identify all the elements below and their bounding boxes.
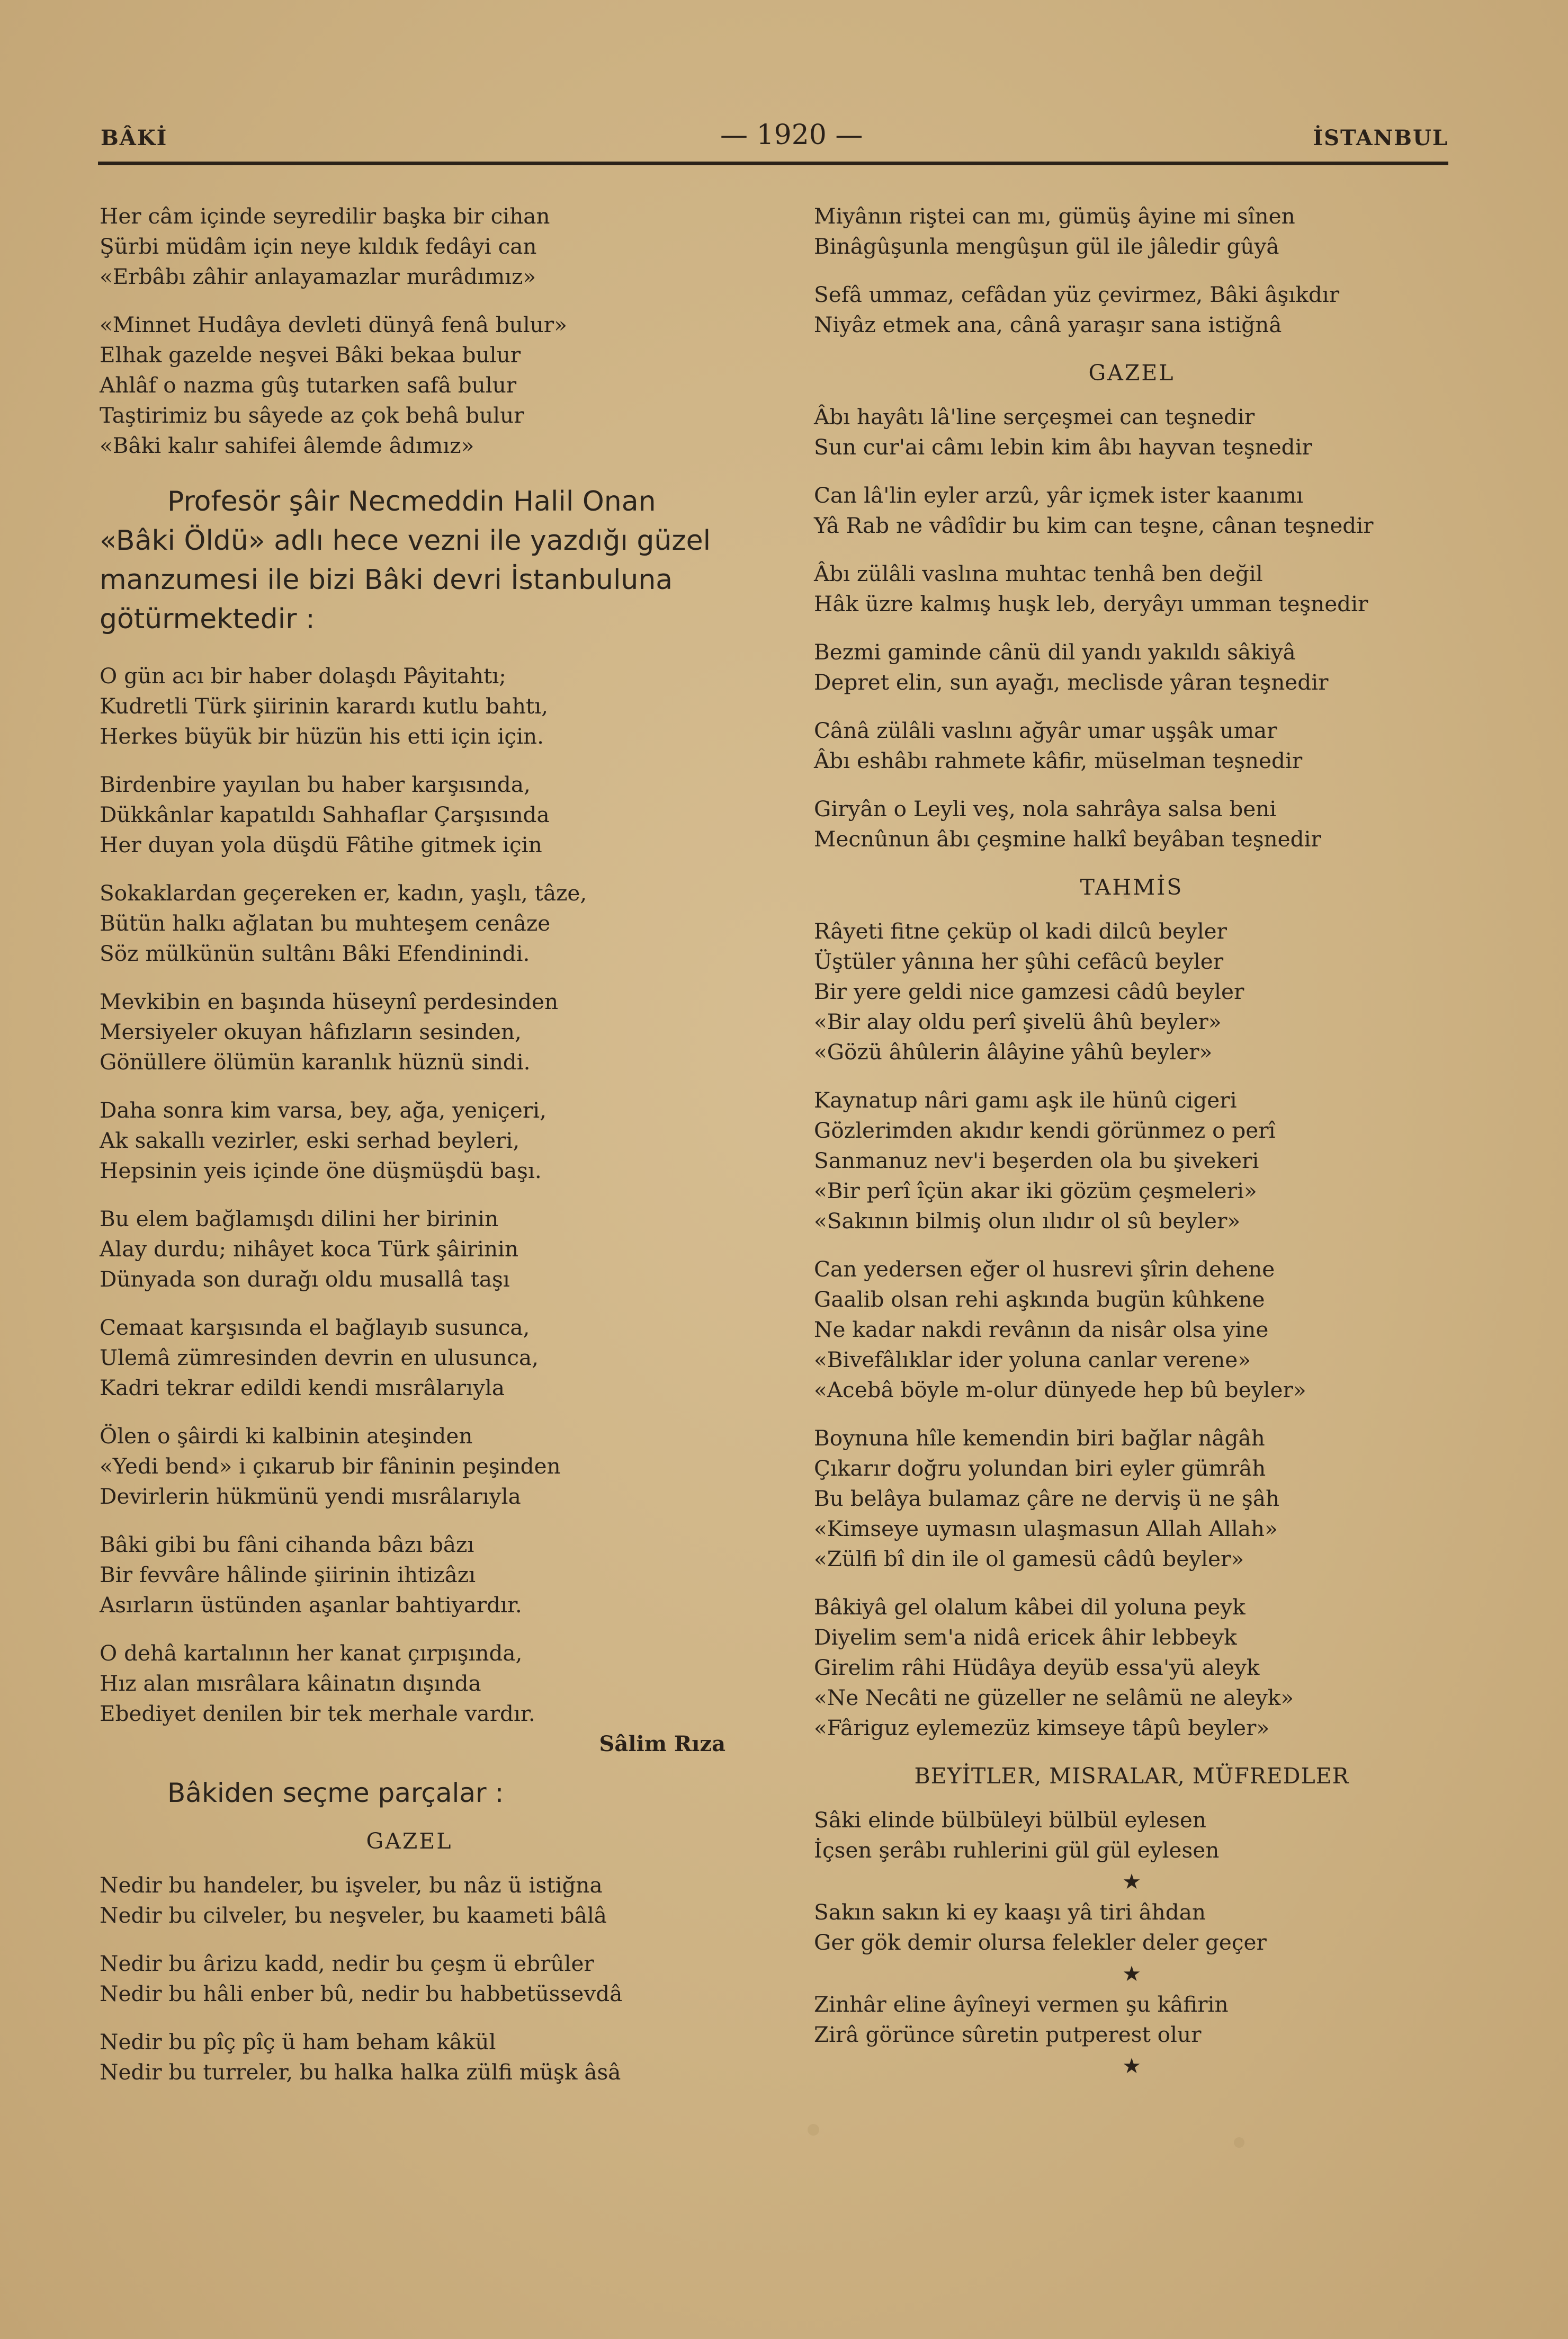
verse-line: Birdenbire yayılan bu haber karşısında, xyxy=(100,772,531,797)
verse-line: Âbı hayâtı lâ'line serçeşmei can teşnedir xyxy=(814,404,1255,430)
verse-line: Söz mülkünün sultânı Bâki Efendinindi. xyxy=(100,941,530,966)
verse-line: Mersiyeler okuyan hâfızların sesinden, xyxy=(100,1019,522,1044)
verse-line: Bu elem bağlamışdı dilini her birinin xyxy=(100,1206,499,1231)
couplet xyxy=(100,1949,719,2009)
verse-line: Sâki elinde bülbüleyi bülbül eylesen xyxy=(814,1807,1206,1833)
verse-line: Sun cur'ai câmı lebin kim âbı hayvan teşnedir xyxy=(814,434,1312,460)
gazel2-title: GAZEL xyxy=(1088,360,1175,386)
verse-line: Kadri tekrar edildi kendi mısrâlarıyla xyxy=(100,1375,505,1400)
beyitler-title: BEYİTLER, MISRALAR, MÜFREDLER xyxy=(914,1763,1349,1789)
verse-line: Asırların üstünden aşanlar bahtiyardır. xyxy=(100,1592,522,1618)
verse-line: Girelim râhi Hüdâya deyüb essa'yü aleyk xyxy=(814,1655,1260,1680)
verse-line: Çıkarır doğru yolundan biri eyler gümrâh xyxy=(814,1456,1266,1481)
stanza xyxy=(100,770,719,860)
verse-line: Hız alan mısrâlara kâinatın dışında xyxy=(100,1671,481,1696)
verse-line: Dükkânlar kapatıldı Sahhaflar Çarşısında xyxy=(100,802,550,827)
verse-line: Ak sakallı vezirler, eski serhad beyleri, xyxy=(100,1128,520,1153)
verse-line: Devirlerin hükmünü yendi mısrâlarıyla xyxy=(100,1484,521,1509)
prose-line: Profesör şâir Necmeddin Halil Onan xyxy=(167,486,656,517)
verse-line: Dünyada son durağı oldu musallâ taşı xyxy=(100,1266,510,1292)
stanza xyxy=(100,878,719,969)
couplet xyxy=(814,480,1449,541)
verse-line: «Ne Necâti ne güzeller ne selâmü ne aleyk» xyxy=(814,1685,1294,1710)
verse-line: Bezmi gaminde cânü dil yandı yakıldı sâkiyâ xyxy=(814,639,1296,665)
couplet xyxy=(100,1870,719,1931)
verse-line: Boynuna hîle kemendin biri bağlar nâgâh xyxy=(814,1425,1265,1451)
verse-line: Binâgûşunla mengûşun gül ile jâledir gûyâ xyxy=(814,234,1279,259)
verse-line: Nedir bu hâli enber bû, nedir bu habbetüssevdâ xyxy=(100,1981,623,2006)
verse-line: Kudretli Türk şiirinin karardı kutlu bahtı, xyxy=(100,693,548,719)
verse-line: Nedir bu handeler, bu işveler, bu nâz ü istiğna xyxy=(100,1872,603,1898)
verse-line: «Yedi bend» i çıkarub bir fâninin peşinden xyxy=(100,1453,561,1479)
quintet xyxy=(814,1254,1449,1405)
verse-line: Hâk üzre kalmış huşk leb, deryâyı umman teşnedir xyxy=(814,591,1368,617)
quintet xyxy=(814,1085,1449,1236)
verse-line: Niyâz etmek ana, cânâ yaraşır sana istiğnâ xyxy=(814,312,1282,337)
verse-line: Sanmanuz nev'i beşerden ola bu şivekeri xyxy=(814,1148,1259,1173)
verse-line: Cânâ zülâli vaslını ağyâr umar uşşâk umar xyxy=(814,718,1277,743)
verse-line: Nedir bu pîç pîç ü ham beham kâkül xyxy=(100,2029,496,2055)
header-year: — 1920 — xyxy=(720,119,863,151)
verse-line: Zirâ görünce sûretin putperest olur xyxy=(814,2022,1202,2047)
stanza xyxy=(100,310,719,461)
quintet xyxy=(814,1592,1449,1743)
verse-line: Yâ Rab ne vâdîdir bu kim can teşne, cânan teşnedir xyxy=(814,513,1374,538)
stanza xyxy=(100,987,719,1077)
verse-line: Diyelim sem'a nidâ ericek âhir lebbeyk xyxy=(814,1624,1237,1650)
couplet xyxy=(814,716,1449,776)
couplet xyxy=(814,637,1449,698)
verse-line: Gönüllere ölümün karanlık hüznü sindi. xyxy=(100,1049,531,1075)
stanza xyxy=(100,1421,719,1512)
verse-line: Alay durdu; nihâyet koca Türk şâirinin xyxy=(100,1236,519,1262)
stanza xyxy=(100,1638,719,1729)
couplet xyxy=(100,2027,719,2087)
verse-line: Üştüler yânına her şûhi cefâcû beyler xyxy=(814,949,1224,974)
verse-line: «Sakının bilmiş olun ılıdır ol sû beyler» xyxy=(814,1208,1241,1234)
right-column xyxy=(814,201,1449,2082)
verse-line: Sakın sakın ki ey kaaşı yâ tiri âhdan xyxy=(814,1899,1206,1925)
verse-line: Bütün halkı ağlatan bu muhteşem cenâze xyxy=(100,910,551,936)
verse-line: «Gözü âhûlerin âlâyine yâhû beyler» xyxy=(814,1039,1213,1065)
verse-line: Âbı eshâbı rahmete kâfir, müselman teşnedir xyxy=(814,748,1303,773)
verse-line: Gaalib olsan rehi aşkında bugün kûhkene xyxy=(814,1287,1265,1312)
verse-line: Ger gök demir olursa felekler deler geçer xyxy=(814,1930,1267,1955)
couplet xyxy=(814,1897,1449,1958)
verse-line: Mecnûnun âbı çeşmine halkî beyâban teşnedir xyxy=(814,826,1321,852)
header-author: BÂKİ xyxy=(101,126,168,150)
tahmis-title: TAHMİS xyxy=(1080,874,1184,900)
verse-line: «Zülfi bî din ile ol gamesü câdû beyler» xyxy=(814,1546,1244,1572)
verse-line: Zinhâr eline âyîneyi vermen şu kâfirin xyxy=(814,1992,1229,2017)
quintet xyxy=(814,1423,1449,1574)
verse-line: Ölen o şâirdi ki kalbinin ateşinden xyxy=(100,1423,473,1449)
couplet xyxy=(814,1989,1449,2050)
verse-line: Her câm içinde seyredilir başka bir cihan xyxy=(100,203,550,229)
selection-heading: Bâkiden seçme parçalar : xyxy=(167,1778,504,1808)
verse-line: Mevkibin en başında hüseynî perdesinden xyxy=(100,989,559,1014)
verse-line: «Acebâ böyle m-olur dünyede hep bû beyler» xyxy=(814,1377,1306,1403)
paper-stain xyxy=(1234,2137,1244,2148)
verse-line: «Minnet Hudâya devleti dünyâ fenâ bulur» xyxy=(100,312,567,337)
verse-line: Depret elin, sun ayağı, meclisde yâran teşnedir xyxy=(814,669,1329,695)
prose-line: manzumesi ile bizi Bâki devri İstanbuluna xyxy=(100,564,673,596)
couplet xyxy=(814,201,1449,262)
verse-line: Şürbi müdâm için neye kıldık fedâyi can xyxy=(100,234,537,259)
verse-line: Bu belâya bulamaz çâre ne derviş ü ne şâh xyxy=(814,1486,1280,1511)
verse-line: «Erbâbı zâhir anlayamazlar murâdımız» xyxy=(100,264,536,289)
verse-line: Daha sonra kim varsa, bey, ağa, yeniçeri, xyxy=(100,1097,547,1123)
header-rule xyxy=(98,162,1448,165)
verse-line: Sefâ ummaz, cefâdan yüz çevirmez, Bâki âşıkdır xyxy=(814,282,1340,307)
prose-line: götürmektedir : xyxy=(100,603,315,635)
couplet xyxy=(814,402,1449,462)
stanza xyxy=(100,1095,719,1186)
intro-paragraph xyxy=(100,482,719,639)
verse-line: Nedir bu cilveler, bu neşveler, bu kaameti bâlâ xyxy=(100,1903,607,1928)
star-separator: ★ xyxy=(1122,1962,1141,1986)
couplet xyxy=(814,280,1449,340)
paper-stain xyxy=(808,2124,819,2136)
verse-line: İçsen şerâbı ruhlerini gül gül eylesen xyxy=(814,1837,1220,1863)
verse-line: Her duyan yola düşdü Fâtihe gitmek için xyxy=(100,832,542,858)
stanza xyxy=(100,1530,719,1620)
verse-line: O dehâ kartalının her kanat çırpışında, xyxy=(100,1640,523,1666)
verse-line: Âbı zülâli vaslına muhtac tenhâ ben değil xyxy=(814,561,1263,586)
verse-line: Ulemâ zümresinden devrin en ulusunca, xyxy=(100,1345,539,1370)
quintet xyxy=(814,916,1449,1067)
gazel-title: GAZEL xyxy=(366,1828,453,1854)
header-city: İSTANBUL xyxy=(1313,126,1448,150)
verse-line: Bâkiyâ gel olalum kâbei dil yoluna peyk xyxy=(814,1594,1246,1620)
verse-line: «Bir perî îçün akar iki gözüm çeşmeleri» xyxy=(814,1178,1257,1203)
verse-line: Gözlerimden akıdır kendi görünmez o perî xyxy=(814,1118,1276,1143)
verse-line: Ne kadar nakdi revânın da nisâr olsa yine xyxy=(814,1317,1269,1342)
verse-line: «Bivefâlıklar ider yoluna canlar verene» xyxy=(814,1347,1251,1372)
verse-line: Ahlâf o nazma gûş tutarken safâ bulur xyxy=(100,372,517,398)
verse-line: Ebediyet denilen bir tek merhale vardır. xyxy=(100,1701,535,1726)
star-separator: ★ xyxy=(1122,1870,1141,1894)
verse-line: Miyânın riştei can mı, gümüş âyine mi sînen xyxy=(814,203,1295,229)
stanza xyxy=(100,201,719,292)
verse-line: Hepsinin yeis içinde öne düşmüşdü başı. xyxy=(100,1158,542,1183)
verse-line: Can yedersen eğer ol husrevi şîrin dehene xyxy=(814,1256,1275,1282)
verse-line: Bir yere geldi nice gamzesi câdû beyler xyxy=(814,979,1244,1004)
left-column xyxy=(100,201,725,2105)
verse-line: Nedir bu ârizu kadd, nedir bu çeşm ü ebrûler xyxy=(100,1951,594,1976)
stanza xyxy=(100,1313,719,1403)
verse-line: «Fâriguz eylemezüz kimseye tâpû beyler» xyxy=(814,1715,1270,1740)
verse-line: Kaynatup nâri gamı aşk ile hünû cigeri xyxy=(814,1087,1237,1113)
verse-line: «Bir alay oldu perî şivelü âhû beyler» xyxy=(814,1009,1222,1034)
stanza xyxy=(100,661,719,752)
verse-line: Giryân o Leyli veş, nola sahrâya salsa beni xyxy=(814,796,1277,822)
verse-line: Elhak gazelde neşvei Bâki bekaa bulur xyxy=(100,342,521,368)
verse-line: Herkes büyük bir hüzün his etti için için. xyxy=(100,724,544,749)
prose-line: «Bâki Öldü» adlı hece vezni ile yazdığı güzel xyxy=(100,525,711,557)
verse-line: Râyeti fitne çeküp ol kadi dilcû beyler xyxy=(814,918,1227,944)
couplet xyxy=(814,794,1449,854)
stanza xyxy=(100,1204,719,1295)
verse-line: Bâki gibi bu fâni cihanda bâzı bâzı xyxy=(100,1532,474,1557)
verse-line: Bir fevvâre hâlinde şiirinin ihtizâzı xyxy=(100,1562,476,1587)
verse-line: Nedir bu turreler, bu halka halka zülfi müşk âsâ xyxy=(100,2059,621,2085)
poem-signature: Sâlim Rıza xyxy=(599,1731,725,1756)
star-separator: ★ xyxy=(1122,2054,1141,2078)
verse-line: Can lâ'lin eyler arzû, yâr içmek ister kaanımı xyxy=(814,483,1303,508)
verse-line: «Bâki kalır sahifei âlemde âdımız» xyxy=(100,433,474,458)
verse-line: Taştirimiz bu sâyede az çok behâ bulur xyxy=(100,403,524,428)
couplet xyxy=(814,559,1449,619)
verse-line: O gün acı bir haber dolaşdı Pâyitahtı; xyxy=(100,663,506,689)
verse-line: «Kimseye uymasın ulaşmasun Allah Allah» xyxy=(814,1516,1278,1541)
verse-line: Cemaat karşısında el bağlayıb susunca, xyxy=(100,1315,530,1340)
verse-line: Sokaklardan geçereken er, kadın, yaşlı, tâze, xyxy=(100,880,587,906)
couplet xyxy=(814,1805,1449,1865)
page-header xyxy=(101,119,1448,162)
